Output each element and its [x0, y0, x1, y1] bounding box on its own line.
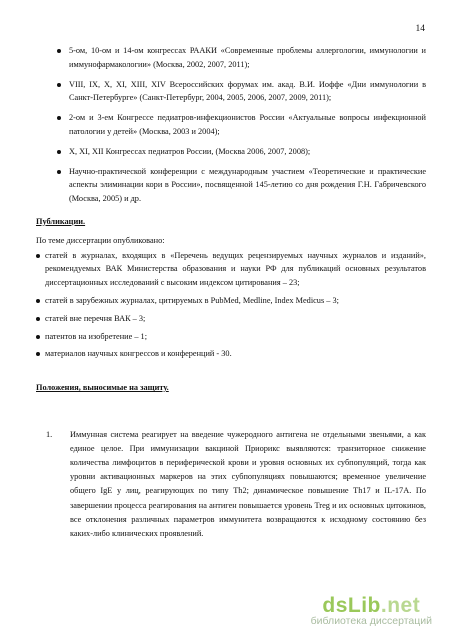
list-item: 2-ом и 3-ем Конгрессе педиатров-инфекционистов России «Актуальные вопросы инфекционной патологии у детей» (Москва, 2003 и 2004);: [56, 111, 426, 138]
list-item: VIII, IX, X, XI, XIII, XIV Всероссийских форумах им. акад. В.И. Иоффе «Дни иммунологии в Санкт-Петербурге» (Санкт-Петербург, 2004, 2005, 2006, 2007, 2009, 2011);: [56, 78, 426, 105]
list-item: Научно-практической конференции с международным участием «Теоретические и практические аспекты элиминации кори в России», посвященной 145-летию со дня рождения Г.Н. Габричевского (Москва, 2005) и др.: [56, 165, 426, 206]
conference-list: [56, 44, 426, 206]
publications-heading: Публикации.: [36, 216, 86, 226]
watermark-logo-main: dsLib: [322, 594, 381, 617]
list-item: 5-ом, 10-ом и 14-ом конгрессах РААКИ «Современные проблемы аллергологии, иммунологии и иммунофармакологии» (Москва, 2002, 2007, 2011);: [56, 44, 426, 71]
claim-item: [46, 428, 426, 542]
defense-heading: Положения, выносимые на защиту.: [36, 383, 169, 393]
claim-text: Иммунная система реагирует на введение чужеродного антигена не отдельными звеньями, а как единое целое. При иммунизации вакциной Приорикс выявляются: транзиторное снижение количества лимфоцитов в периферической крови и уровня основных их субпопуляций, тогда как уровни активационных маркеров на этих субпопуляциях повышаются; временное увеличение общего IgE у лиц, реагирующих по типу Th2; динамическое повышение Th17 и IL-17A. По завершении процесса реагирования на антиген повышается уровень Treg и их основных цитокинов, все отклонения различных параметров иммунитета возвращаются к исходному состоянию без каких-либо клинических проявлений.: [70, 429, 426, 539]
list-item: статей вне перечня ВАК – 3;: [36, 312, 426, 326]
document-body: [36, 44, 426, 541]
watermark-subtitle: библиотека диссертаций: [310, 615, 432, 627]
list-item: статей в журналах, входящих в «Перечень ведущих рецензируемых научных журналов и изданий», рекомендуемых ВАК Министерства образования и науки РФ для публикаций основных результатов диссертационных исследований с высоким индексом цитирования – 23;: [36, 249, 426, 290]
list-item: патентов на изобретение – 1;: [36, 330, 426, 344]
claims-list: [46, 428, 426, 542]
page-number: 14: [415, 24, 425, 34]
publications-intro: По теме диссертации опубликовано:: [36, 236, 165, 246]
claim-number: 1.: [46, 429, 53, 439]
watermark-logo-domain: .net: [380, 594, 421, 617]
list-item: статей в зарубежных журналах, цитируемых в PubMed, Medline, Index Medicus – 3;: [36, 294, 426, 308]
publications-list: [36, 249, 426, 361]
site-watermark: [311, 594, 432, 627]
list-item: X, XI, XII Конгрессах педиатров России, (Москва 2006, 2007, 2008);: [56, 145, 426, 159]
list-item: материалов научных конгрессов и конференций - 30.: [36, 347, 426, 361]
